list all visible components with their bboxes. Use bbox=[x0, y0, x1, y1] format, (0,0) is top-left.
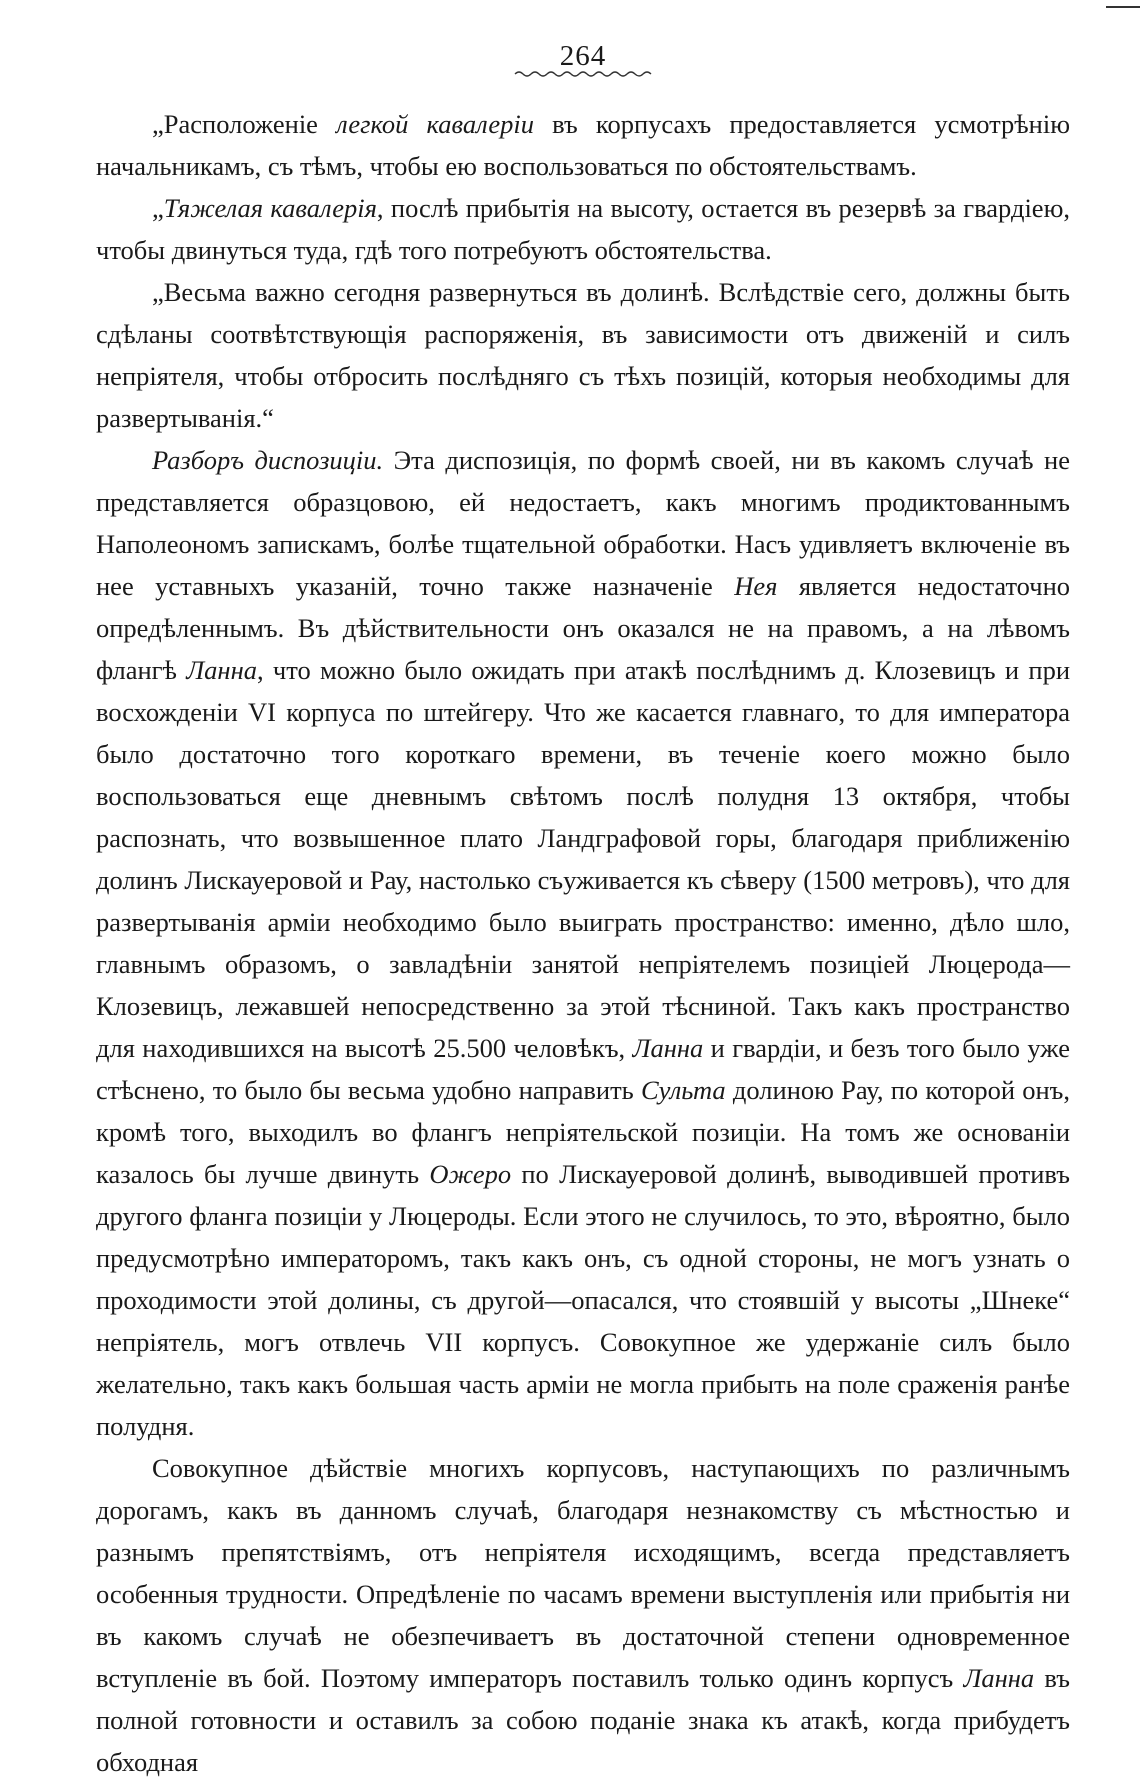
italic-text-run: Ланна bbox=[632, 1033, 704, 1063]
text-run: является недостаточно опредѣленнымъ. Въ дѣйствительности онъ оказался не на правомъ, а на лѣвомъ флангѣ bbox=[96, 571, 1070, 685]
text-run: и гвардіи, и безъ того было уже стѣснено, то было бы весьма удобно направить bbox=[96, 1033, 1070, 1105]
text-run: „Расположеніе bbox=[152, 109, 337, 139]
text-run: долиною Рау, по которой онъ, кромѣ того, выходилъ во флангъ непріятельской позиціи. На томъ же основаніи казалось бы лучше двинуть bbox=[96, 1075, 1070, 1189]
text-run: по Лискауеровой долинѣ, выводившей противъ другого фланга позиціи у Люцероды. Если этого не случилось, то это, вѣроятно, было предусмотрѣно императоромъ, такъ какъ онъ, съ одной стороны, не могъ узнать о проходимости этой долины, съ другой—опасался, что стоявшій у высоты „Шнеке“ непріятель, могъ отвлечь VII корпусъ. Совокупное же удержаніе силъ было желательно, такъ какъ большая часть арміи не могла прибыть на поле сраженія ранѣе полудня. bbox=[96, 1159, 1070, 1441]
text-run: въ полной готовности и оставилъ за собою поданіе знака къ атакѣ, когда прибудетъ обходная bbox=[96, 1663, 1070, 1777]
page-header bbox=[96, 40, 1070, 79]
text-run: „ bbox=[152, 193, 164, 223]
corner-scan-mark bbox=[1106, 6, 1140, 8]
italic-text-run: Ланна bbox=[963, 1663, 1035, 1693]
text-run: „Весьма важно сегодня развернуться въ долинѣ. Вслѣдствіе сего, должны быть сдѣланы соотвѣтствующія распоряженія, въ зависимости отъ движеній и силъ непріятеля, чтобы отбросить послѣдняго съ тѣхъ позицій, которыя необходимы для развертыванія.“ bbox=[96, 277, 1070, 433]
text-run: Эта диспозиція, по формѣ своей, ни въ какомъ случаѣ не представляется образцовою, ей недостаетъ, какъ многимъ продиктованнымъ Наполеономъ запискамъ, болѣе тщательной обработки. Насъ удивляетъ включеніе въ нее уставныхъ указаній, точно также назначеніе bbox=[96, 445, 1070, 601]
paragraph bbox=[96, 439, 1070, 1447]
text-run: Совокупное дѣйствіе многихъ корпусовъ, наступающихъ по различнымъ дорогамъ, какъ въ данномъ случаѣ, благодаря незнакомству съ мѣстностью и разнымъ препятствіямъ, отъ непріятеля исходящимъ, всегда представляетъ особенныя трудности. Опредѣленіе по часамъ времени выступленія или прибытія ни въ какомъ случаѣ не обезпечиваетъ въ достаточной степени одновременное вступленіе въ бой. Поэтому императоръ поставилъ только одинъ корпусъ bbox=[96, 1453, 1070, 1693]
italic-text-run: Разборъ диспозиціи. bbox=[152, 445, 384, 475]
text-run: , послѣ прибытія на высоту, остается въ резервѣ за гвардіею, чтобы двинуться туда, гдѣ того потребуютъ обстоятельства. bbox=[96, 193, 1070, 265]
italic-text-run: легкой кавалеріи bbox=[336, 109, 534, 139]
paragraph bbox=[96, 1447, 1070, 1783]
paragraph bbox=[96, 187, 1070, 271]
paragraph bbox=[96, 103, 1070, 187]
italic-text-run: Сульта bbox=[640, 1075, 726, 1105]
italic-text-run: Нея bbox=[734, 571, 778, 601]
italic-text-run: Тяжелая кавалерія bbox=[163, 193, 377, 223]
text-run: , что можно было ожидать при атакѣ послѣднимъ д. Клозевицъ и при восхожденіи VI корпуса по штейгеру. Что же касается главнаго, то для императора было достаточно того короткаго времени, въ теченіе коего можно было воспользоваться еще дневнымъ свѣтомъ послѣ полудня 13 октября, чтобы распознать, что возвышенное плато Ландграфовой горы, благодаря приближенію долинъ Лискауеровой и Рау, настолько съуживается къ сѣверу (1500 метровъ), что для развертыванія арміи необходимо было выиграть пространство: именно, дѣло шло, главнымъ образомъ, о завладѣніи занятой непріятелемъ позиціей Люцерода—Клозевицъ, лежавшей непосредственно за этой тѣсниной. Такъ какъ пространство для находившихся на высотѣ 25.500 человѣкъ, bbox=[96, 655, 1071, 1063]
page-number: 264 bbox=[559, 40, 607, 72]
paragraph bbox=[96, 271, 1070, 439]
italic-text-run: Ланна bbox=[186, 655, 257, 685]
body-text bbox=[96, 103, 1070, 1783]
text-run: въ корпусахъ предоставляется усмотрѣнію начальникамъ, съ тѣмъ, чтобы ею воспользоваться по обстоятельствамъ. bbox=[96, 109, 1071, 181]
italic-text-run: Ожеро bbox=[429, 1159, 512, 1189]
